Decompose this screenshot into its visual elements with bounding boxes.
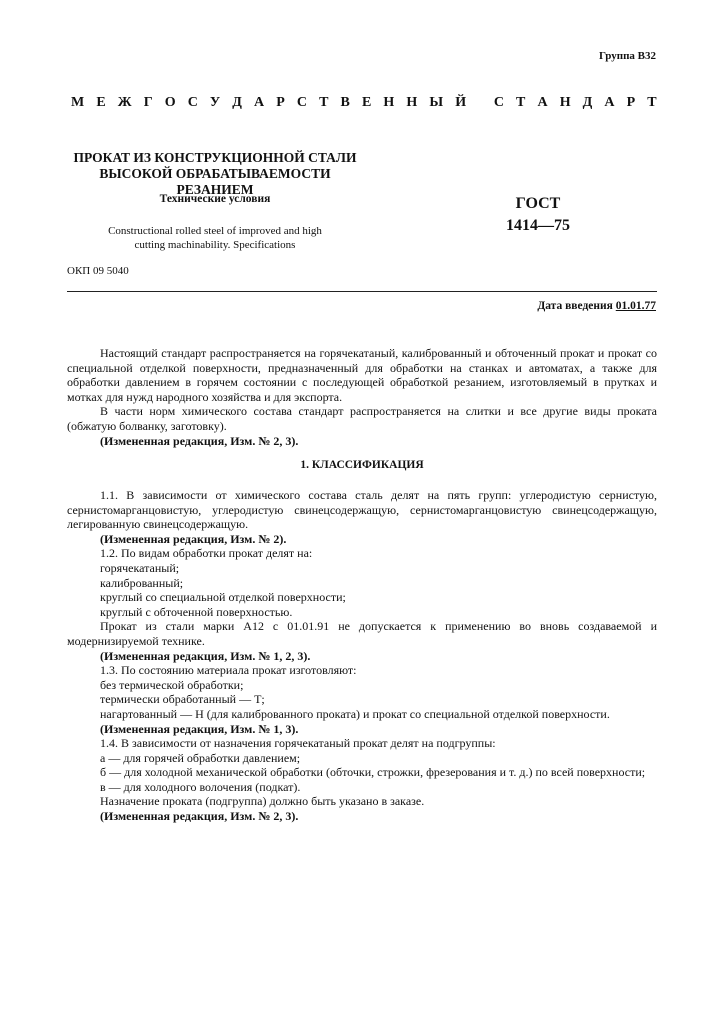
banner-letter: Ы <box>429 95 444 110</box>
gost-designation <box>478 193 598 237</box>
banner-letter: Т <box>319 95 329 110</box>
english-title-line-1: Constructional rolled steel of improved and high <box>108 225 322 237</box>
banner-letter: А <box>537 95 548 110</box>
banner-letter: Е <box>361 95 372 110</box>
revision-note: (Измененная редакция, Изм. № 1, 3). <box>100 721 299 736</box>
banner-letter: С <box>187 95 198 110</box>
banner-letter: Ж <box>117 95 132 110</box>
banner-letter: Т <box>647 95 657 110</box>
banner-letter: С <box>493 95 504 110</box>
gost-label: ГОСТ <box>515 195 561 212</box>
banner-letter: Е <box>96 95 106 110</box>
clause-1-3: 1.3. По состоянию материала прокат изготовляют: <box>100 663 357 678</box>
list-item: круглый со специальной отделкой поверхности; <box>100 590 346 605</box>
date-label: Дата введения <box>537 300 616 312</box>
header-divider <box>67 291 657 292</box>
clause-1-1: 1.1. В зависимости от химического состава сталь делят на пять групп: углеродистую сернистую, сернистомарганцовистую, углеродистую свинецсодержащую, сернистомарганцовистую свинецсодержащую, легированную свинецсодержащую. <box>67 488 657 532</box>
banner-letter: Г <box>143 95 153 110</box>
banner-letter: А <box>604 95 615 110</box>
banner-letter: С <box>296 95 308 110</box>
clause-1-2-note: Прокат из стали марки А12 с 01.01.91 не допускается к применению во вновь создаваемой и модернизируемой технике. <box>67 619 657 648</box>
revision-note: (Измененная редакция, Изм. № 2, 3). <box>100 809 299 824</box>
intro-section <box>67 346 657 448</box>
clause-1-4-note: Назначение проката (подгруппа) должно быть указано в заказе. <box>100 794 425 809</box>
list-item: калиброванный; <box>100 575 184 590</box>
banner-letter: Н <box>559 95 571 110</box>
english-title <box>70 224 360 252</box>
banner-letter: Й <box>455 95 467 110</box>
revision-note: (Измененная редакция, Изм. № 2). <box>100 531 287 546</box>
english-title-line-2: cutting machinability. Specifications <box>134 239 296 251</box>
list-item: б — для холодной механической обработки (обточки, строжки, фрезерования и т. д.) по всей поверхности; <box>100 765 646 780</box>
okp-code: ОКП 09 5040 <box>67 265 129 277</box>
intro-paragraph-2: В части норм химического состава стандарт распространяется на слитки и все другие виды проката (обжатую болванку, заготовку). <box>67 404 657 433</box>
clause-1-2: 1.2. По видам обработки прокат делят на: <box>100 546 313 561</box>
banner-gap <box>478 95 482 111</box>
title-line-2: ВЫСОКОЙ ОБРАБАТЫВАЕМОСТИ РЕЗАНИЕМ <box>99 166 331 197</box>
banner-letter: А <box>254 95 265 110</box>
list-item: нагартованный — Н (для калиброванного проката) и прокат со специальной отделкой поверхности. <box>100 706 610 721</box>
gost-number: 1414—75 <box>506 217 570 234</box>
introduction-date <box>537 300 656 312</box>
banner-letter: М <box>71 95 85 110</box>
banner-letter: Д <box>232 95 242 110</box>
banner-letter: Т <box>516 95 526 110</box>
list-item: круглый с обточенной поверхностью. <box>100 604 293 619</box>
date-value: 01.01.77 <box>615 300 656 312</box>
intro-revision-note: (Измененная редакция, Изм. № 2, 3). <box>100 433 299 448</box>
title-line-1: ПРОКАТ ИЗ КОНСТРУКЦИОННОЙ СТАЛИ <box>73 150 357 165</box>
list-item: а — для горячей обработки давлением; <box>100 750 301 765</box>
list-item: термически обработанный — Т; <box>100 692 265 707</box>
clause-1-4: 1.4. В зависимости от назначения горячекатаный прокат делят на подгруппы: <box>100 736 496 751</box>
banner-letter: Р <box>626 95 636 110</box>
banner-letter: У <box>209 95 221 110</box>
banner-letter: В <box>340 95 350 110</box>
banner-letter: Н <box>406 95 418 110</box>
section-1-heading: 1. КЛАССИФИКАЦИЯ <box>300 459 424 471</box>
banner-letter: Д <box>582 95 593 110</box>
section-1-body <box>67 488 657 824</box>
list-item: без термической обработки; <box>100 677 244 692</box>
banner-letter: О <box>164 95 176 110</box>
banner-letter: Н <box>383 95 395 110</box>
revision-note: (Измененная редакция, Изм. № 1, 2, 3). <box>100 648 311 663</box>
document-title <box>65 150 365 198</box>
list-item: горячекатаный; <box>100 560 180 575</box>
banner-letter: Р <box>276 95 285 110</box>
interstate-standard-banner <box>71 95 657 111</box>
document-subtitle: Технические условия <box>159 193 271 205</box>
intro-paragraph-1: Настоящий стандарт распространяется на горячекатаный, калиброванный и обточенный прокат и прокат со специальной отделкой поверхности, предназначенный для обработки на станках и автоматах, а также для обработки давлением в горячем состоянии с последующей обработкой резанием, изготовляемый в прутках и мотках для нужд народного хозяйства и для экспорта. <box>67 346 657 404</box>
group-code: Группа В32 <box>598 50 656 62</box>
section-heading <box>67 458 657 473</box>
list-item: в — для холодного волочения (подкат). <box>100 779 301 794</box>
